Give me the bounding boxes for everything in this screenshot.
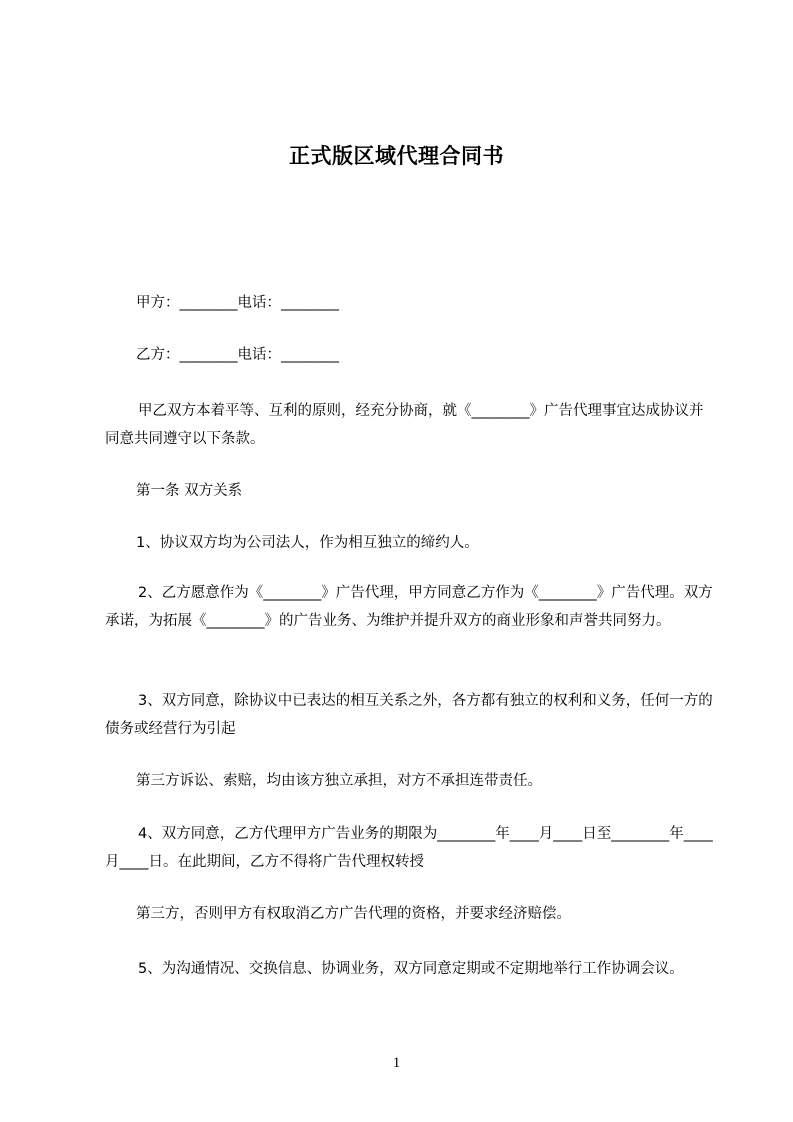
intro-paragraph: 甲乙双方本着平等、互利的原则，经充分协商，就《________》广告代理事宜达成协议并同意共同遵守以下条款。 <box>105 403 704 447</box>
clause-3-continuation: 第三方诉讼、索赔，均由该方独立承担，对方不承担连带责任。 <box>136 773 542 789</box>
page-number: 1 <box>392 1055 401 1071</box>
clause-4: 4、双方同意，乙方代理甲方广告业务的期限为________年____月____日至________年____月____日。在此期间，乙方不得将广告代理权转授 <box>105 826 713 870</box>
clause-3: 3、双方同意，除协议中已表达的相互关系之外，各方都有独立的权利和义务，任何一方的债务或经营行为引起 <box>105 693 713 737</box>
party-a-line: 甲方：________电话：________ <box>136 295 339 311</box>
clause-1: 1、协议双方均为公司法人，作为相互独立的缔约人。 <box>136 535 479 551</box>
clause-5: 5、为沟通情况、交换信息、协调业务，双方同意定期或不定期地举行工作协调会议。 <box>138 961 684 977</box>
party-b-line: 乙方：________电话：________ <box>136 347 339 363</box>
article-1-heading: 第一条 双方关系 <box>136 483 243 499</box>
clause-2: 2、乙方愿意作为《________》广告代理，甲方同意乙方作为《________》广告代理。双方承诺，为拓展《________》的广告业务、为维护并提升双方的商业形象和声誉共同努力。 <box>105 585 713 629</box>
clause-4-continuation: 第三方，否则甲方有权取消乙方广告代理的资格，并要求经济赔偿。 <box>136 906 571 922</box>
document-title: 正式版区域代理合同书 <box>289 144 504 168</box>
